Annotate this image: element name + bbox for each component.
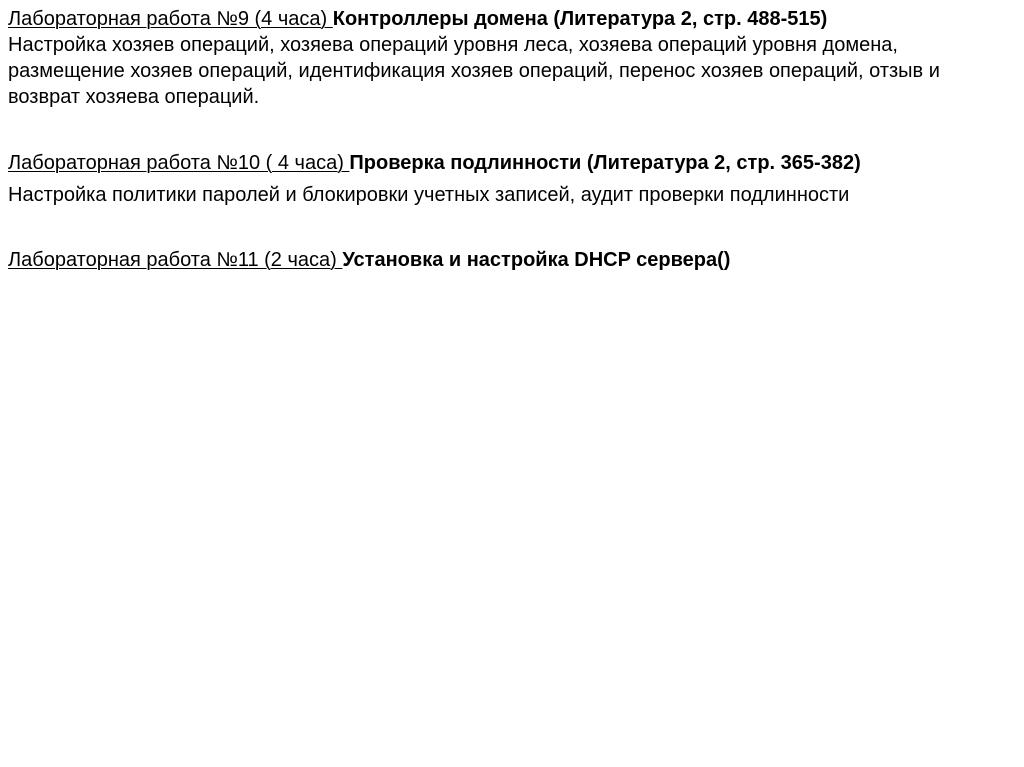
- lab-heading: [8, 6, 1008, 32]
- lab-heading: [8, 150, 1008, 176]
- lab-entry-9: [8, 6, 1008, 110]
- lab-number-label: Лабораторная работа №9 (4 часа): [8, 8, 333, 30]
- lab-number-label: Лабораторная работа №10 ( 4 часа): [8, 152, 350, 174]
- lab-title: Проверка подлинности (Литература 2, стр. 365-382): [349, 152, 861, 174]
- lab-entry-10: [8, 150, 1008, 208]
- lab-title: Установка и настройка DHCP сервера(): [342, 249, 731, 271]
- lab-number-label: Лабораторная работа №11 (2 часа): [8, 249, 343, 271]
- lab-heading: [8, 247, 1008, 273]
- lab-entry-11: [8, 247, 1008, 273]
- lab-description: Настройка хозяев операций, хозяева операций уровня леса, хозяева операций уровня домена, размещение хозяев операций, идентификация хозяев операций, перенос хозяев операций, отзыв и возврат хозяева операций.: [8, 34, 940, 108]
- lab-description: Настройка политики паролей и блокировки учетных записей, аудит проверки подлинности: [8, 184, 850, 206]
- lab-title: Контроллеры домена (Литература 2, стр. 488-515): [332, 8, 828, 30]
